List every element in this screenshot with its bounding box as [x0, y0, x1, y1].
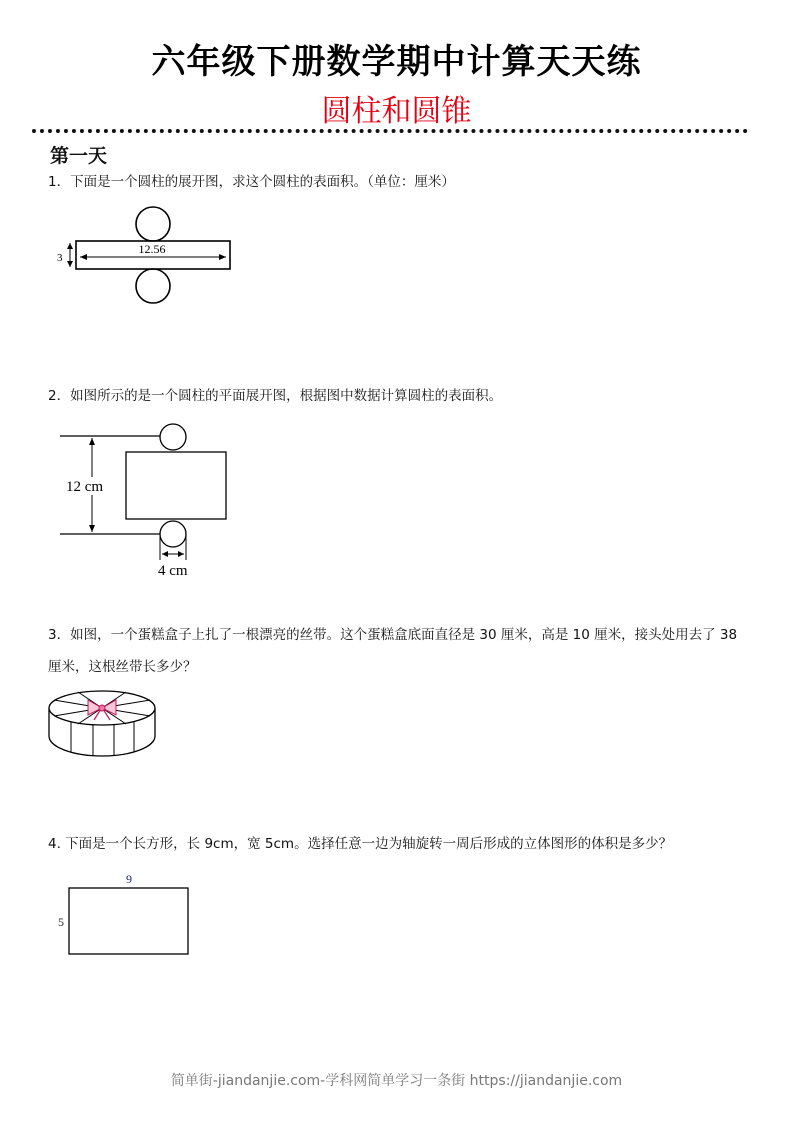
rectangle-figure	[54, 870, 204, 960]
bottom-circle	[136, 269, 170, 303]
rectangle	[69, 888, 188, 954]
length-label: 9	[126, 872, 132, 886]
dotted-divider	[32, 129, 748, 133]
day-heading: 第一天	[50, 145, 108, 167]
top-circle	[160, 424, 186, 450]
cylinder-net-figure-2	[56, 420, 246, 582]
cake-box-figure	[46, 684, 158, 760]
arrowhead-down	[67, 261, 73, 267]
question-4-text: 4. 下面是一个长方形，长 9cm，宽 5cm。选择任意一边为轴旋转一周后形成的立体图形的体积是多少？	[48, 836, 673, 852]
arrowhead-left	[80, 254, 87, 260]
side-rectangle	[126, 452, 226, 519]
question-2-text: 2．如图所示的是一个圆柱的平面展开图，根据图中数据计算圆柱的表面积。	[48, 388, 503, 404]
top-circle	[136, 207, 170, 241]
arrowhead-down	[89, 525, 95, 532]
arrowhead-right	[219, 254, 226, 260]
arrowhead-up	[67, 243, 73, 249]
arrowhead-up	[89, 438, 95, 445]
bottom-circle	[160, 521, 186, 547]
diameter-label: 4 cm	[158, 563, 188, 579]
page-title: 六年级下册数学期中计算天天练	[151, 42, 642, 82]
height-label: 3	[57, 252, 63, 264]
arrowhead-left	[162, 551, 168, 557]
height-label: 12 cm	[66, 479, 104, 495]
arrowhead-right	[178, 551, 184, 557]
footer-watermark: 简单街-jiandanjie.com-学科网简单学习一条街 https://jiandanjie.com	[170, 1073, 623, 1089]
page-subtitle: 圆柱和圆锥	[321, 94, 472, 129]
cylinder-net-figure-1	[52, 198, 242, 308]
question-3-text: 3．如图，一个蛋糕盒子上扎了一根漂亮的丝带。这个蛋糕盒底面直径是 30 厘米，高是 10 厘米，接头处用去了 38 厘米，这根丝带长多少？	[48, 627, 738, 675]
width-label: 12.56	[138, 242, 166, 256]
question-1-text: 1．下面是一个圆柱的展开图，求这个圆柱的表面积。（单位：厘米）	[48, 174, 455, 190]
width-label: 5	[58, 915, 64, 929]
